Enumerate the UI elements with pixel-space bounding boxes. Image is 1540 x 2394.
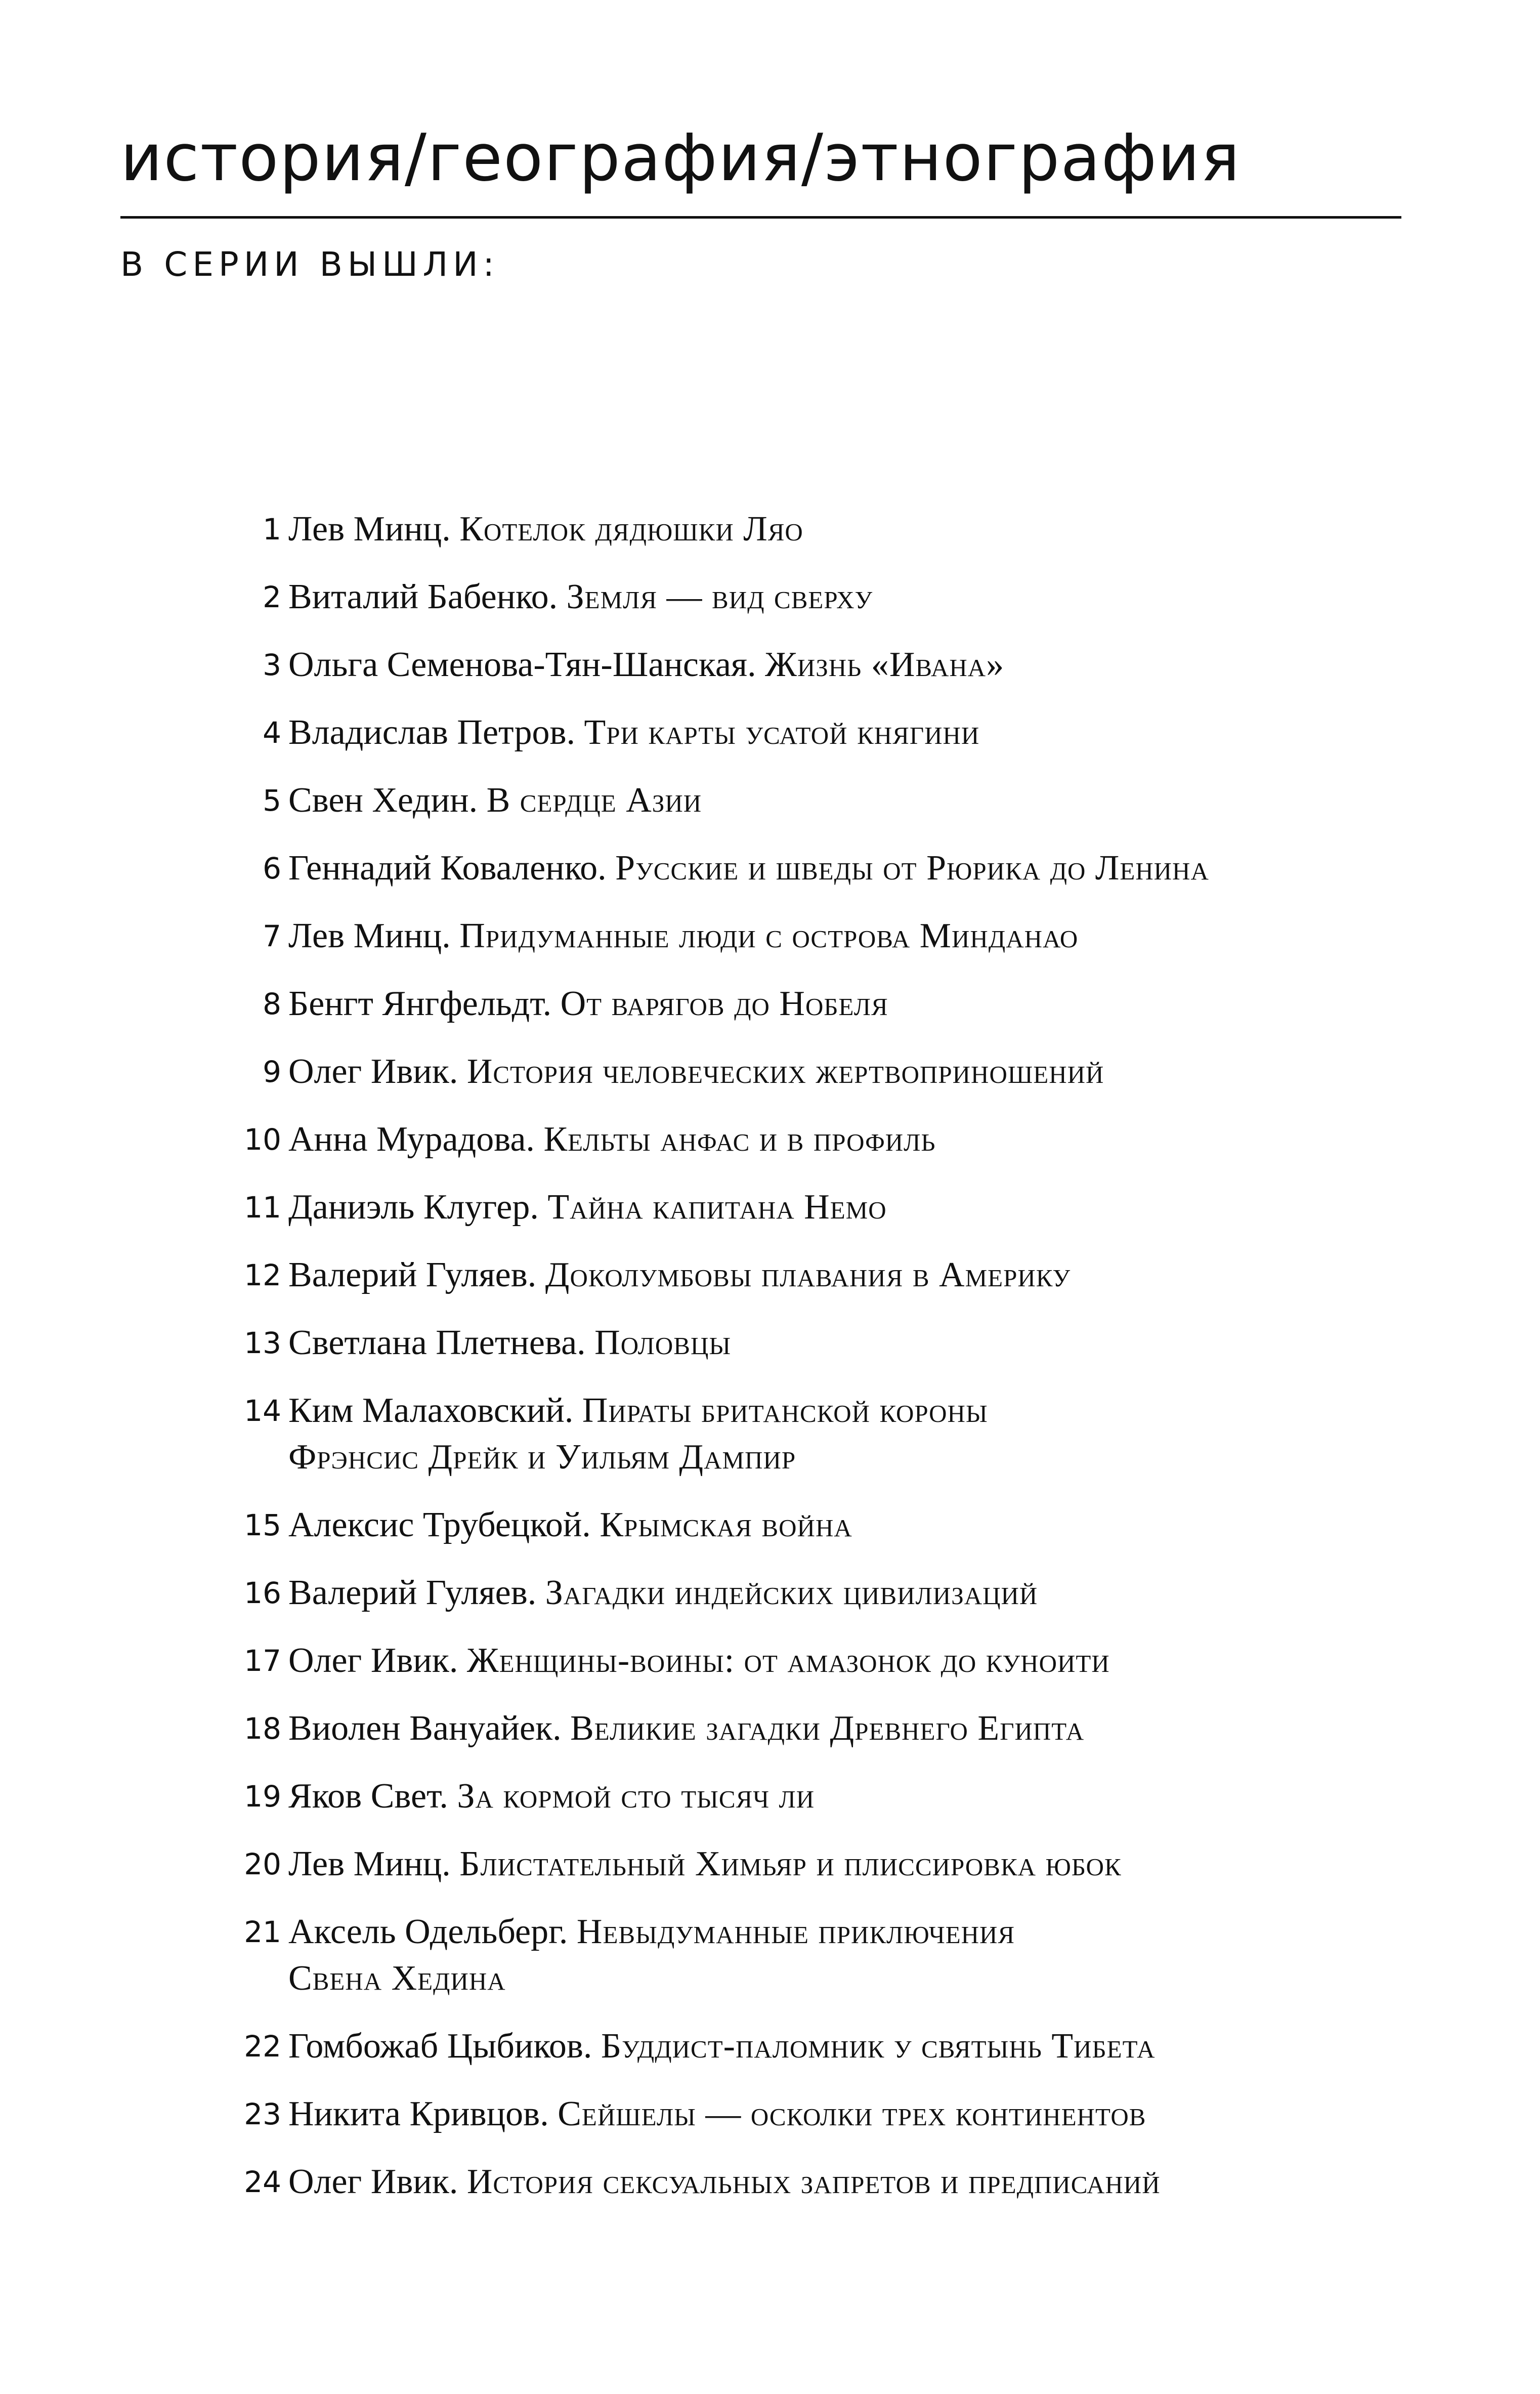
book-author: Валерий Гуляев. [288,1573,537,1612]
book-item [223,709,1437,756]
book-title-line: Блистательный Химьяр и плиссировка юбок [459,1844,1122,1883]
book-title-line: В сердце Азии [486,781,702,820]
book-author: Светлана Плетнева. [288,1323,586,1362]
book-number: 24 [244,2165,281,2199]
book-title [459,1844,1122,1883]
book-item [223,1705,1437,1752]
book-title [594,1323,731,1362]
book-title-line: Женщины-воины: от амазонок до куноити [466,1641,1110,1680]
book-author: Лев Минц. [288,916,451,955]
book-number: 9 [263,1055,281,1089]
book-number: 6 [263,851,281,886]
book-author: Олег Ивик. [288,1641,458,1680]
book-author: Аксель Одельберг. [288,1912,568,1951]
book-item [223,642,1437,688]
book-title-line: Свена Хедина [288,1959,506,1998]
book-author: Виталий Бабенко. [288,577,558,616]
book-author: Никита Кривцов. [288,2094,549,2133]
book-title-line: Великие загадки Древнего Египта [570,1709,1085,1748]
book-author: Яков Свет. [288,1777,448,1816]
book-item [223,981,1437,1027]
book-item [223,845,1437,892]
book-author: Ким Малаховский. [288,1391,574,1430]
book-number: 10 [244,1122,281,1157]
book-title [467,2162,1161,2201]
book-author: Олег Ивик. [288,2162,458,2201]
book-item [223,1570,1437,1616]
book-author: Ольга Семенова-Тян-Шанская. [288,645,756,684]
book-title-line: Буддист-паломник у святынь Тибета [601,2027,1156,2066]
book-item [223,1502,1437,1548]
book-number: 8 [263,987,281,1021]
book-item [223,913,1437,959]
book-title-line: Тайна капитана Немо [547,1188,887,1227]
book-title-line: Невыдуманные приключения [576,1912,1015,1951]
book-number: 1 [263,512,281,547]
book-number: 18 [244,1711,281,1746]
book-item [223,506,1437,553]
book-title-line: За кормой сто тысяч ли [457,1777,815,1816]
book-list [223,506,1437,2227]
book-title-line: От варягов до Нобеля [560,984,888,1023]
book-item [223,1252,1437,1298]
book-number: 2 [263,580,281,614]
book-title-line: Фрэнсис Дрейк и Уильям Дампир [288,1438,796,1477]
book-title-line: Земля — вид сверху [566,577,873,616]
book-title-line: Сейшелы — осколки трех континентов [558,2094,1146,2133]
book-title-line: Загадки индейских цивилизаций [545,1573,1038,1612]
book-number: 12 [244,1258,281,1292]
book-title [547,1188,886,1227]
series-subtitle: В СЕРИИ ВЫШЛИ: [120,245,499,284]
book-item [223,1388,1437,1481]
book-item [223,2159,1437,2205]
book-item [223,574,1437,620]
book-title [600,1505,852,1544]
book-number: 17 [244,1644,281,1678]
book-item [223,1909,1437,2002]
book-title [543,1120,935,1159]
book-number: 19 [244,1779,281,1814]
book-number: 16 [244,1576,281,1610]
book-number: 23 [244,2097,281,2131]
book-title-line: Крымская война [600,1505,852,1544]
book-title [561,984,888,1023]
book-item [223,777,1437,824]
header-divider [120,216,1401,219]
book-title-line: История человеческих жертвоприношений [466,1052,1104,1091]
book-author: Лев Минц. [288,1844,451,1883]
book-number: 22 [244,2029,281,2064]
book-number: 3 [263,648,281,682]
book-title [570,1709,1084,1748]
book-number: 20 [244,1847,281,1881]
book-title-line: Доколумбовы плавания в Америку [545,1255,1071,1294]
book-title [545,1255,1071,1294]
book-title [615,849,1209,888]
book-number: 14 [244,1394,281,1428]
book-title-line: Котелок дядюшки Ляо [459,510,803,549]
book-item [223,1048,1437,1095]
book-number: 11 [244,1190,281,1225]
book-number: 13 [244,1326,281,1360]
book-title-line: Кельты анфас и в профиль [543,1120,936,1159]
book-item [223,1184,1437,1231]
book-author: Валерий Гуляев. [288,1255,537,1294]
book-item [223,1320,1437,1366]
book-title [459,916,1078,955]
book-author: Олег Ивик. [288,1052,458,1091]
book-title [765,645,1004,684]
book-title-line: Пираты британской короны [582,1391,988,1430]
book-title-line: Половцы [594,1323,732,1362]
book-author: Даниэль Клугер. [288,1188,539,1227]
book-title [487,781,702,820]
book-item [223,1841,1437,1887]
book-title-line: Придуманные люди с острова Минданао [459,916,1079,955]
book-title [459,510,803,549]
book-number: 5 [263,783,281,818]
book-number: 15 [244,1508,281,1542]
book-author: Геннадий Коваленко. [288,849,607,888]
book-number: 21 [244,1915,281,1949]
book-title [584,713,980,752]
book-author: Бенгт Янгфельдт. [288,984,552,1023]
book-title [467,1052,1104,1091]
book-author: Свен Хедин. [288,781,478,820]
book-title [558,2094,1146,2133]
book-item [223,1116,1437,1163]
book-author: Лев Минц. [288,510,451,549]
book-title [457,1777,815,1816]
book-title [601,2027,1156,2066]
book-item [223,1637,1437,1684]
book-author: Виолен Вануайек. [288,1709,562,1748]
book-title-line: История сексуальных запретов и предписаний [466,2162,1161,2201]
book-title-line: Жизнь «Ивана» [765,645,1005,684]
book-title-line: Русские и шведы от Рюрика до Ленина [615,849,1209,888]
book-number: 7 [263,919,281,953]
book-title [567,577,873,616]
book-title [467,1641,1110,1680]
book-item [223,1773,1437,1820]
book-author: Гомбожаб Цыбиков. [288,2027,592,2066]
book-item [223,2023,1437,2070]
book-author: Алексис Трубецкой. [288,1505,591,1544]
series-title: история/география/этнография [120,120,1241,196]
book-author: Владислав Петров. [288,713,576,752]
book-title-line: Три карты усатой княгини [584,713,980,752]
book-number: 4 [263,716,281,750]
book-item [223,2091,1437,2137]
book-author: Анна Мурадова. [288,1120,535,1159]
book-title [545,1573,1038,1612]
